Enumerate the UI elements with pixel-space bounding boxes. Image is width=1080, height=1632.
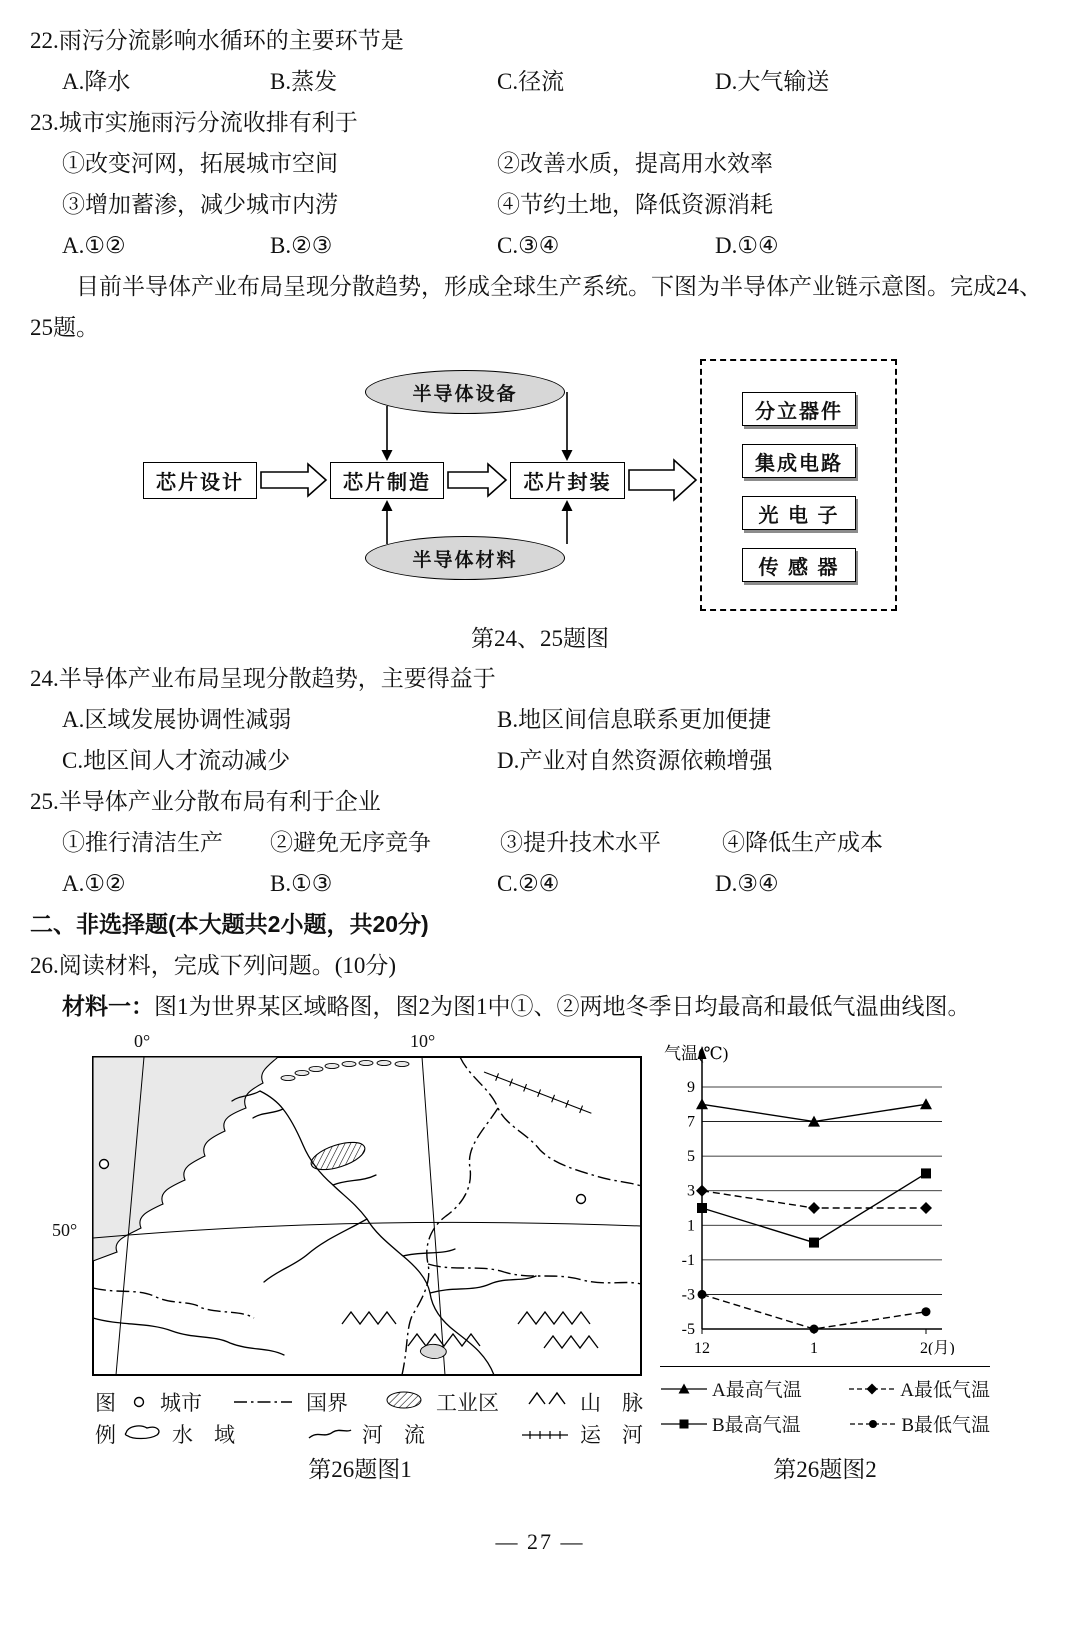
q23-items-row1	[30, 143, 1050, 184]
river-symbol	[306, 1423, 354, 1448]
mountain-symbol	[526, 1389, 572, 1415]
q24-options-row2	[30, 740, 1050, 781]
q23-stem: 23.城市实施雨污分流收排有利于	[30, 110, 358, 135]
q23-option-c: C.③④	[497, 233, 560, 258]
section2-note: (本大题共2小题，共20分)	[168, 911, 429, 937]
q22-option-b: B.蒸发	[270, 69, 338, 94]
svg-text:1: 1	[687, 1217, 695, 1235]
q25-item-2: ②避免无序竞争	[270, 830, 431, 855]
svg-text:9: 9	[687, 1079, 695, 1096]
q22-option-c: C.径流	[497, 69, 565, 94]
material-1-label: 材料一：	[62, 993, 154, 1019]
q26-material-line	[30, 986, 1050, 1027]
node-discrete-devices: 分立器件	[742, 392, 856, 426]
page-number: — 27 —	[495, 1529, 585, 1554]
svg-text:5: 5	[687, 1148, 695, 1166]
q24-stem: 24.半导体产业布局呈现分散趋势，主要得益于	[30, 666, 496, 691]
map-legend	[80, 1385, 660, 1447]
q23-item-4: ④节约土地，降低资源消耗	[497, 192, 773, 217]
map-lon0-label: 0°	[134, 1031, 151, 1051]
node-sensors: 传 感 器	[742, 548, 856, 582]
node-chip-manufacture: 芯片制造	[330, 462, 444, 499]
figures-area	[30, 1029, 1050, 1487]
q23-items-row2	[30, 184, 1050, 225]
node-semiconductor-equipment: 半导体设备	[365, 370, 565, 414]
chart-legend-item-diamond: A最低气温	[848, 1375, 990, 1402]
legend-label-border: 国界	[306, 1391, 348, 1415]
legend-label-industrial: 工业区	[436, 1391, 499, 1415]
q25-option-d: D.③④	[715, 871, 779, 896]
q23-option-b: B.②③	[270, 233, 333, 258]
map-lat50-label: 50°	[52, 1220, 78, 1240]
legend-label-river: 河 流	[362, 1423, 425, 1447]
q24-option-b: B.地区间信息联系更加便捷	[497, 707, 772, 732]
svg-text:12: 12	[694, 1340, 710, 1355]
q23-option-d: D.①④	[715, 233, 779, 258]
q24-option-c: C.地区间人才流动减少	[62, 748, 291, 773]
q24-options-row1	[30, 699, 1050, 740]
svg-text:-1: -1	[681, 1251, 695, 1269]
node-semiconductor-materials: 半导体材料	[365, 536, 565, 580]
q25-options	[30, 863, 1050, 904]
svg-text:3: 3	[687, 1182, 695, 1200]
q23-option-a: A.①②	[62, 233, 126, 258]
q23-item-3: ③增加蓄渗，减少城市内涝	[62, 192, 338, 217]
region-map-figure1	[50, 1029, 650, 1376]
map-drawing	[92, 1056, 642, 1376]
chart-legend	[660, 1366, 990, 1437]
water-symbol	[120, 1421, 164, 1449]
legend-label-water: 水 域	[172, 1423, 235, 1447]
svg-text:1: 1	[810, 1340, 818, 1355]
q24-option-a: A.区域发展协调性减弱	[62, 707, 292, 732]
q22-options	[30, 61, 1050, 102]
q23-options	[30, 225, 1050, 266]
q25-option-c: C.②④	[497, 871, 560, 896]
q22-option-d: D.大气输送	[715, 69, 830, 94]
node-integrated-circuits: 集成电路	[742, 444, 856, 478]
svg-text:-5: -5	[681, 1321, 695, 1338]
q25-item-3: ③提升技术水平	[500, 830, 661, 855]
legend-label-city: 城市	[160, 1391, 202, 1415]
q26-stem: 26.阅读材料，完成下列问题。(10分)	[30, 953, 397, 978]
map-lon10-label: 10°	[410, 1031, 436, 1051]
chart-legend-item-circle: B最低气温	[849, 1410, 990, 1437]
q25-option-b: B.①③	[270, 871, 333, 896]
node-chip-packaging: 芯片封装	[510, 462, 625, 499]
q23-item-1: ①改变河网，拓展城市空间	[62, 151, 338, 176]
chart-legend-item-triangle: A最高气温	[660, 1375, 825, 1402]
canal-symbol	[520, 1423, 570, 1448]
q25-item-4: ④降低生产成本	[722, 830, 883, 855]
industrial-area-symbol	[382, 1389, 426, 1417]
figure2-caption: 第26题图2	[773, 1457, 877, 1482]
svg-text:气温(℃): 气温(℃)	[664, 1044, 729, 1063]
semiconductor-chain-diagram	[30, 352, 1050, 620]
material-1-text: 图1为世界某区域略图，图2为图1中①、②两地冬季日均最高和最低气温曲线图。	[154, 994, 971, 1019]
svg-text:2(月): 2(月)	[920, 1340, 955, 1355]
legend-label-mountain: 山 脉	[580, 1391, 643, 1415]
q24-option-d: D.产业对自然资源依赖增强	[497, 748, 773, 773]
svg-text:-3: -3	[681, 1286, 695, 1304]
city-symbol	[128, 1391, 150, 1416]
q22-option-a: A.降水	[62, 69, 131, 94]
figure1-caption: 第26题图1	[308, 1457, 412, 1482]
temperature-line-chart	[660, 1041, 990, 1355]
q25-option-a: A.①②	[62, 871, 126, 896]
diagram-caption: 第24、25题图	[471, 626, 609, 651]
chart-legend-item-square: B最高气温	[660, 1410, 825, 1437]
border-symbol	[232, 1391, 294, 1416]
q25-item-1: ①推行清洁生产	[62, 830, 223, 855]
legend-label-canal: 运 河	[580, 1423, 643, 1447]
svg-text:7: 7	[687, 1113, 695, 1131]
q22-stem: 22.雨污分流影响水循环的主要环节是	[30, 28, 404, 53]
legend-title-top: 图	[95, 1391, 116, 1415]
q23-item-2: ②改善水质，提高用水效率	[497, 151, 773, 176]
temperature-chart-figure2	[660, 1041, 994, 1484]
legend-title-bottom: 例	[95, 1423, 116, 1447]
q25-stem: 25.半导体产业分散布局有利于企业	[30, 789, 381, 814]
node-chip-design: 芯片设计	[143, 462, 257, 499]
semiconductor-passage: 目前半导体产业布局呈现分散趋势，形成全球生产系统。下图为半导体产业链示意图。完成24、25题。	[30, 274, 1042, 340]
section2-title: 二、非选择题	[30, 911, 168, 937]
q25-items	[30, 822, 1050, 863]
node-optoelectronics: 光 电 子	[742, 496, 856, 530]
section2-header	[30, 904, 1050, 945]
